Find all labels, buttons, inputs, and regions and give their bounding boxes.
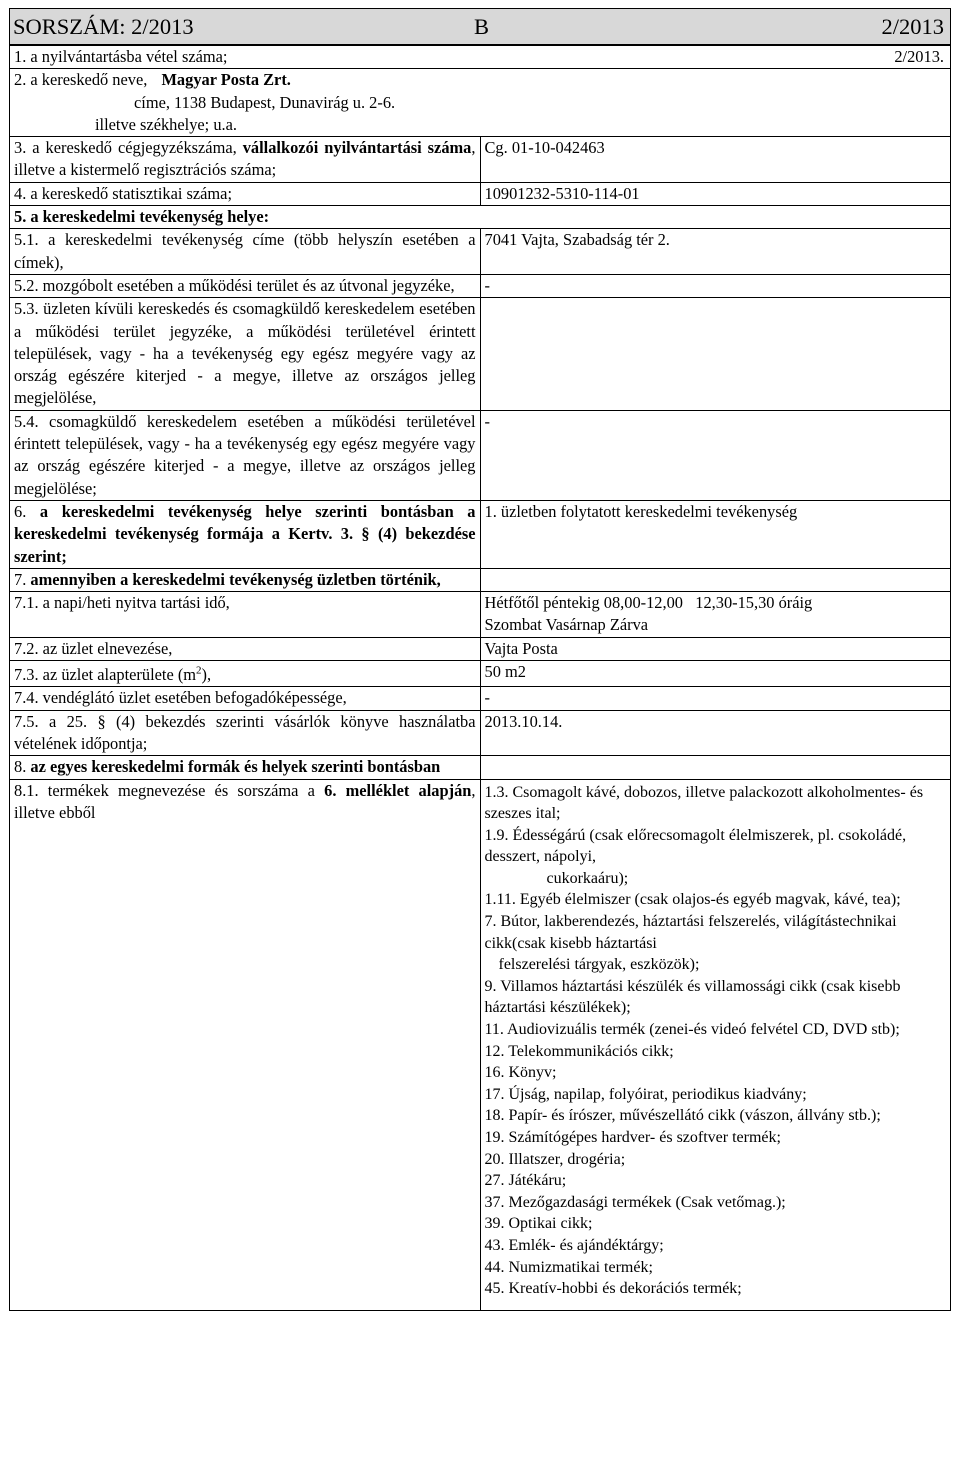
sorszam-label: SORSZÁM: 2/2013 <box>13 14 194 39</box>
row-5-label: 5. a kereskedelmi tevékenység helye: <box>10 206 951 229</box>
opening-hours-weekend: Szombat Vasárnap Zárva <box>484 615 649 635</box>
product-item: felszerelési tárgyak, eszközök); <box>498 956 700 974</box>
row-7-5-value: 2013.10.14. <box>480 710 951 756</box>
row-8-1 <box>10 779 951 1310</box>
row-5-1-value: 7041 Vajta, Szabadság tér 2. <box>480 229 951 275</box>
row-8 <box>10 756 951 779</box>
product-item: 17. Újság, napilap, folyóirat, periodikus kiadvány; <box>484 1085 807 1103</box>
row-7-3-label: 7.3. az üzlet alapterülete (m <box>14 665 197 685</box>
row-5-1 <box>10 229 951 275</box>
row-5-2-value: - <box>480 274 951 297</box>
row-1-value: 2/2013. <box>894 47 944 66</box>
row-5-4 <box>10 410 951 500</box>
row-7-3-tail: ), <box>201 665 212 685</box>
row-6-label: a kereskedelmi tevékenység helye szerinti bontásban a kereskedelmi tevékenység formája a Kertv. 3. § (4) bekezdése szerint; <box>14 501 476 566</box>
product-list <box>480 779 951 1310</box>
product-item: 1.11. Egyéb élelmiszer (csak olajos-és egyéb magvak, kávé, tea); <box>484 891 901 909</box>
merchant-name: Magyar Posta Zrt. <box>161 70 291 90</box>
row-2-label: 2. a kereskedő neve, <box>14 70 148 90</box>
row-7-4-label: 7.4. vendéglátó üzlet esetében befogadóképessége, <box>10 687 481 710</box>
row-7-5-label: 7.5. a 25. § (4) bekezdés szerinti vásárlók könyve használatba vételének időpontja; <box>10 710 481 756</box>
row-7-2 <box>10 637 951 660</box>
header-letter: B <box>474 14 490 39</box>
product-item: 1.9. Édességárú (csak előrecsomagolt élelmiszerek, pl. csokoládé, desszert, nápolyi, <box>484 826 907 866</box>
row-3 <box>10 137 951 183</box>
row-7-4 <box>10 687 951 710</box>
row-1-label: 1. a nyilvántartásba vétel száma; <box>14 47 228 66</box>
row-7-3 <box>10 661 951 687</box>
row-6-number: 6. <box>14 501 27 521</box>
row-7-1 <box>10 592 951 638</box>
row-7-label: amennyiben a kereskedelmi tevékenység üzletben történik, <box>30 569 441 589</box>
row-7-5 <box>10 710 951 756</box>
row-7-2-label: 7.2. az üzlet elnevezése, <box>10 637 481 660</box>
row-7-3-sup: 2 <box>196 664 202 677</box>
merchant-address: címe, 1138 Budapest, Dunavirág u. 2-6. <box>134 92 396 112</box>
row-7-number: 7. <box>14 569 27 589</box>
row-8-number: 8. <box>14 757 27 777</box>
product-item: 37. Mezőgazdasági termékek (Csak vetőmag.); <box>484 1193 786 1211</box>
product-item: 20. Illatszer, drogéria; <box>484 1150 626 1168</box>
product-item: 19. Számítógépes hardver- és szoftver termék; <box>484 1129 781 1146</box>
merchant-seat: illetve székhelye; u.a. <box>95 114 237 134</box>
row-6-value: 1. üzletben folytatott kereskedelmi tevékenység <box>480 500 951 568</box>
row-8-label: az egyes kereskedelmi formák és helyek szerinti bontásban <box>30 757 441 777</box>
product-item: 12. Telekommunikációs cikk; <box>484 1042 674 1060</box>
row-5-2-label: 5.2. mozgóbolt esetében a működési terület és az útvonal jegyzéke, <box>10 274 481 297</box>
product-item: 11. Audiovizuális termék (zenei-és videó felvétel CD, DVD stb); <box>484 1021 900 1039</box>
row-3-label-suffix: , illetve a kistermelő regisztrációs száma; <box>14 138 476 180</box>
row-5-2 <box>10 274 951 297</box>
row-5 <box>10 206 951 229</box>
opening-hours-weekday: Hétfőtől péntekig 08,00-12,00 12,30-15,30 óráig <box>484 593 813 613</box>
row-7-1-label: 7.1. a napi/heti nyitva tartási idő, <box>10 592 481 638</box>
product-item: 9. Villamos háztartási készülék és villamossági cikk (csak kisebb háztartási készülékek); <box>484 977 901 1017</box>
registration-document <box>9 8 951 1311</box>
product-item: 45. Kreatív-hobbi és dekorációs termék; <box>484 1280 742 1298</box>
row-5-3 <box>10 298 951 410</box>
row-5-4-label: 5.4. csomagküldő kereskedelem esetében a működési területével érintett települések, vagy - ha a tevékenység egy egész megyére vagy az ország egészére kiterjed - a megye, illetve az országos jelleg megjelölése; <box>10 410 481 500</box>
product-item: 39. Optikai cikk; <box>484 1215 593 1233</box>
row-1 <box>10 46 951 69</box>
row-7 <box>10 568 951 591</box>
product-item: 16. Könyv; <box>484 1064 557 1082</box>
row-3-value: Cg. 01-10-042463 <box>480 137 951 183</box>
row-5-4-value: - <box>480 410 951 500</box>
row-7-4-value: - <box>480 687 951 710</box>
product-item: 18. Papír- és írószer, művészellátó cikk (vászon, állvány stb.); <box>484 1107 881 1125</box>
product-item: 44. Numizmatikai termék; <box>484 1258 653 1276</box>
product-item: 27. Játékáru; <box>484 1172 567 1190</box>
row-3-label: 3. a kereskedő cégjegyzékszáma, <box>14 138 237 158</box>
row-2 <box>10 69 951 137</box>
product-item: cukorkaáru); <box>546 869 629 887</box>
row-7-3-value: 50 m2 <box>480 661 951 687</box>
row-8-1-label-suffix: , illetve ebből <box>14 780 476 822</box>
product-item: 7. Bútor, lakberendezés, háztartási felszerelés, világítástechnikai cikk(csak kisebb háztartási <box>484 913 897 952</box>
row-8-1-label-bold: 6. melléklet alapján <box>324 780 472 800</box>
document-header <box>9 8 951 45</box>
row-4-value: 10901232-5310-114-01 <box>480 182 951 205</box>
row-5-3-value <box>480 298 951 410</box>
row-6 <box>10 500 951 568</box>
header-number: 2/2013 <box>881 14 944 39</box>
product-item: 43. Emlék- és ajándéktárgy; <box>484 1236 664 1254</box>
product-item: 1.3. Csomagolt kávé, dobozos, illetve palackozott alkoholmentes- és szeszes ital; <box>484 783 924 823</box>
row-3-label-bold: vállalkozói nyilvántartási száma <box>242 138 472 158</box>
row-4 <box>10 182 951 205</box>
row-4-label: 4. a kereskedő statisztikai száma; <box>10 182 481 205</box>
registration-table <box>9 45 951 1311</box>
row-5-3-label: 5.3. üzleten kívüli kereskedés és csomagküldő kereskedelem esetében a működési terület jegyzéke, a működési területével érintett települések, vagy - ha a tevékenység egy egész megyére vagy az ország egészére kiterjed - a megye, illetve az országos jelleg megjelölése, <box>10 298 481 410</box>
row-8-1-label: 8.1. termékek megnevezése és sorszáma a <box>14 780 315 800</box>
row-5-1-label: 5.1. a kereskedelmi tevékenység címe (több helyszín esetében a címek), <box>10 229 481 275</box>
row-7-2-value: Vajta Posta <box>480 637 951 660</box>
